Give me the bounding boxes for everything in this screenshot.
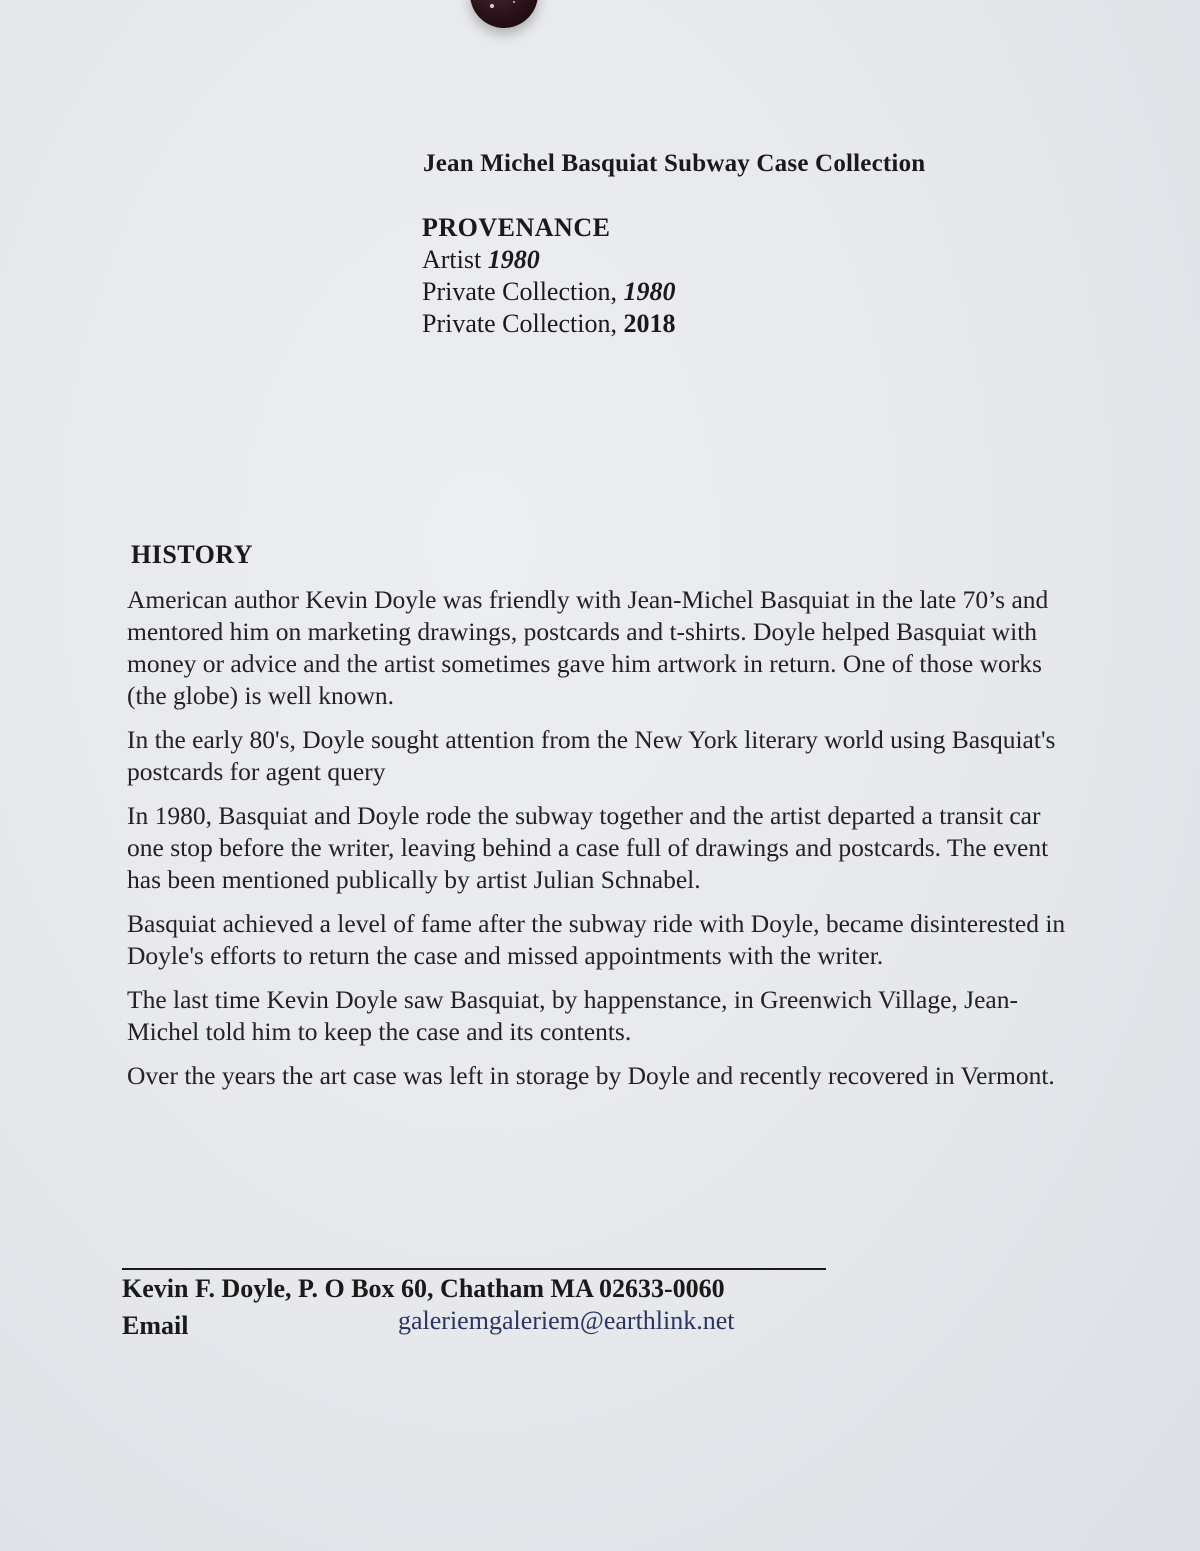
provenance-heading: PROVENANCE [422,213,611,242]
email-link[interactable]: galeriemgaleriem@earthlink.net [398,1306,735,1335]
history-paragraph: In 1980, Basquiat and Doyle rode the subway together and the artist departed a transit car one stop before the writer, leaving behind a case full of drawings and postcards. The event has been mentioned publically by artist Julian Schnabel. [127,801,1049,894]
provenance-entry: Artist 1980 [422,245,540,274]
history-paragraph: American author Kevin Doyle was friendly with Jean-Michel Basquiat in the late 70’s and mentored him on marketing drawings, postcards and t-shirts. Doyle helped Basquiat with money or advice and the artist sometimes gave him artwork in return. One of those works (the globe) is well known. [127,585,1049,710]
history-paragraph: Basquiat achieved a level of fame after the subway ride with Doyle, became disinterested in Doyle's efforts to return the case and missed appointments with the writer. [127,909,1066,970]
signature-divider [122,1268,826,1270]
collection-title: Jean Michel Basquiat Subway Case Collection [423,150,926,177]
history-paragraph: In the early 80's, Doyle sought attention from the New York literary world using Basquiat's postcards for agent query [127,725,1056,786]
provenance-year: 1980 [623,277,676,306]
history-paragraph: The last time Kevin Doyle saw Basquiat, by happenstance, in Greenwich Village, Jean-Michel told him to keep the case and its contents. [127,985,1018,1046]
contact-address: Kevin F. Doyle, P. O Box 60, Chatham MA 02633-0060 [122,1274,725,1303]
history-paragraph: Over the years the art case was left in storage by Doyle and recently recovered in Vermont. [127,1061,1055,1090]
email-label: Email [122,1311,189,1340]
provenance-section [422,212,675,340]
provenance-year: 1980 [487,245,540,274]
history-section [127,540,1072,1104]
history-heading: HISTORY [131,540,254,569]
push-pin-icon [470,0,538,28]
provenance-entry: Private Collection, 2018 [422,309,676,338]
provenance-year: 2018 [623,309,676,338]
provenance-entry: Private Collection, 1980 [422,277,676,306]
